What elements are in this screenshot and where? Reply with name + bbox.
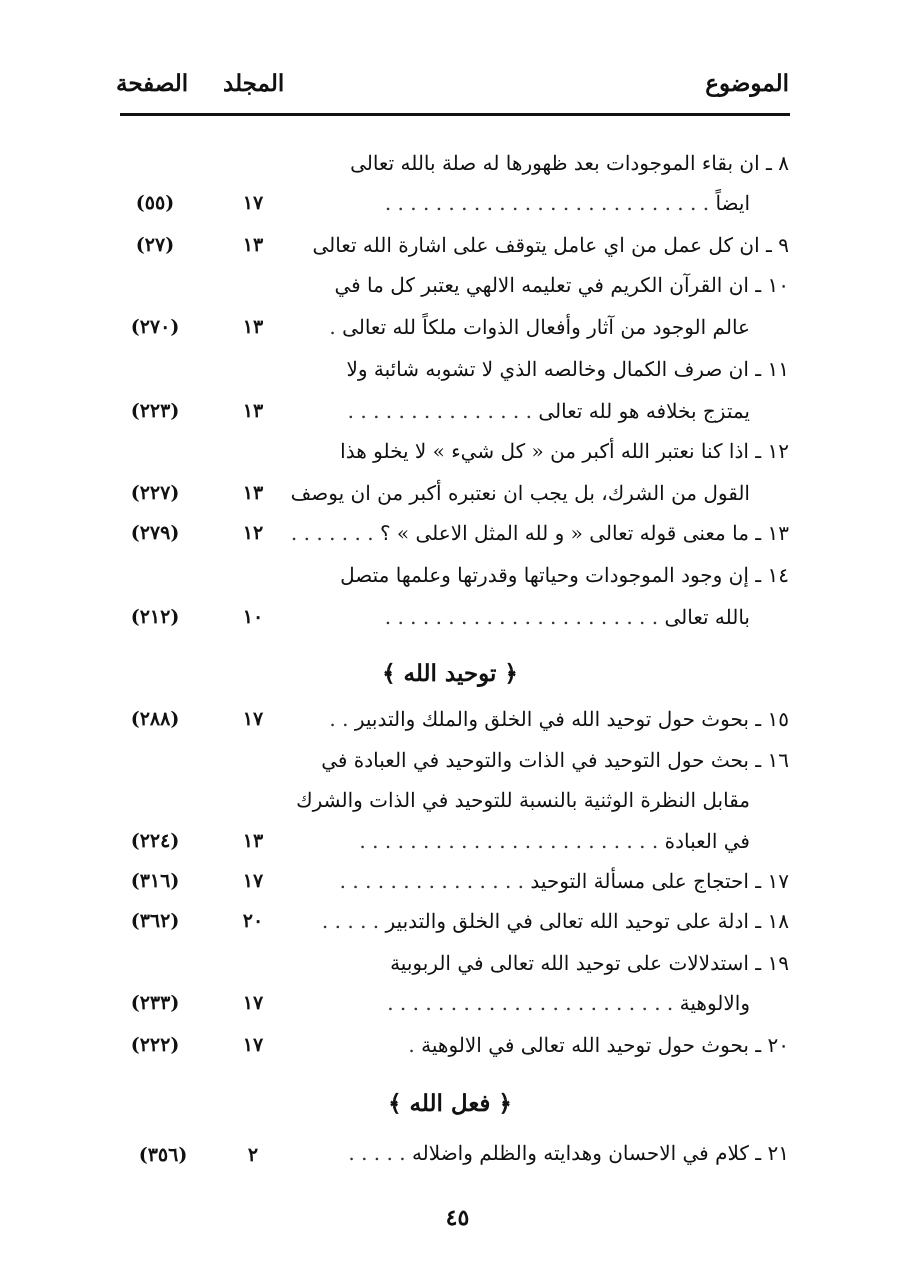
entry-9-line-1: ٩ ـ ان كل عمل من اي عامل يتوقف على اشارة الله تعالى xyxy=(312,233,789,257)
column-header-page: الصفحة xyxy=(116,70,189,97)
entry-10-page: (٢٧٠) xyxy=(130,316,180,338)
page-number: ٤٥ xyxy=(445,1205,470,1231)
entry-9-page: (٢٧) xyxy=(135,234,175,256)
entry-10-line-1: ١٠ ـ ان القرآن الكريم في تعليمه الالهي يعتبر كل ما في xyxy=(334,273,789,297)
entry-9-volume: ١٣ xyxy=(242,234,264,256)
entry-11-line-2: يمتزج بخلافه هو لله تعالى . . . . . . . . . . . . . . . xyxy=(347,399,750,423)
entry-20-line-1: ٢٠ ـ بحوث حول توحيد الله تعالى في الالوهية . xyxy=(408,1033,789,1057)
entry-8-line-1: ٨ ـ ان بقاء الموجودات بعد ظهورها له صلة بالله تعالى xyxy=(350,151,789,175)
entry-14-line-2: بالله تعالى . . . . . . . . . . . . . . . . . . . . . . xyxy=(384,605,750,629)
entry-13-page: (٢٧٩) xyxy=(130,522,180,544)
column-header-volume: المجلد xyxy=(223,70,285,97)
entry-14-volume: ١٠ xyxy=(242,606,264,628)
entry-11-volume: ١٣ xyxy=(242,400,264,422)
entry-16-line-3: في العبادة . . . . . . . . . . . . . . . . . . . . . . . . xyxy=(359,829,750,853)
entry-12-line-2: القول من الشرك، بل يجب ان نعتبره أكبر من ان يوصف xyxy=(290,481,750,505)
entry-13-line-1: ١٣ ـ ما معنى قوله تعالى « و لله المثل الاعلى » ؟ . . . . . . . xyxy=(290,521,789,545)
entry-8-line-2: ايضاً . . . . . . . . . . . . . . . . . . . . . . . . . . xyxy=(384,191,750,215)
entry-14-line-1: ١٤ ـ إن وجود الموجودات وحياتها وقدرتها وعلمها متصل xyxy=(340,563,789,587)
entry-15-volume: ١٧ xyxy=(242,708,264,730)
entry-20-page: (٢٢٢) xyxy=(130,1034,180,1056)
entry-16-volume: ١٣ xyxy=(242,830,264,852)
header-rule xyxy=(120,113,790,116)
entry-19-volume: ١٧ xyxy=(242,992,264,1014)
entry-8-volume: ١٧ xyxy=(242,192,264,214)
column-header-topic: الموضوع xyxy=(705,70,789,97)
entry-8-page: (٥٥) xyxy=(135,192,175,214)
entry-18-page: (٣٦٢) xyxy=(130,910,180,932)
entry-11-line-1: ١١ ـ ان صرف الكمال وخالصه الذي لا تشوبه شائبة ولا xyxy=(346,357,789,381)
entry-13-volume: ١٢ xyxy=(242,522,264,544)
entry-12-line-1: ١٢ ـ اذا كنا نعتبر الله أكبر من « كل شيء » لا يخلو هذا xyxy=(340,439,789,463)
entry-10-line-2: عالم الوجود من آثار وأفعال الذوات ملكاً لله تعالى . xyxy=(329,315,750,339)
entry-16-line-1: ١٦ ـ بحث حول التوحيد في الذات والتوحيد في العبادة في xyxy=(321,748,789,772)
entry-16-page: (٢٢٤) xyxy=(130,830,180,852)
entry-19-line-1: ١٩ ـ استدلالات على توحيد الله تعالى في الربوبية xyxy=(390,951,789,975)
entry-17-volume: ١٧ xyxy=(242,870,264,892)
entry-17-page: (٣١٦) xyxy=(130,870,180,892)
entry-21-page: (٣٥٦) xyxy=(138,1144,188,1166)
entry-14-page: (٢١٢) xyxy=(130,606,180,628)
entry-21-volume: ٢ xyxy=(247,1144,259,1166)
entry-18-volume: ٢٠ xyxy=(242,910,264,932)
entry-12-page: (٢٢٧) xyxy=(130,482,180,504)
section-heading-tawhid: ﴿ توحيد الله ﴾ xyxy=(382,660,518,687)
entry-16-line-2: مقابل النظرة الوثنية بالنسبة للتوحيد في الذات والشرك xyxy=(296,788,750,812)
entry-11-page: (٢٢٣) xyxy=(130,400,180,422)
section-heading-fil: ﴿ فعل الله ﴾ xyxy=(388,1090,512,1117)
entry-15-line-1: ١٥ ـ بحوث حول توحيد الله في الخلق والملك والتدبير . . xyxy=(329,707,789,731)
entry-17-line-1: ١٧ ـ احتجاج على مسألة التوحيد . . . . . . . . . . . . . . . xyxy=(339,869,789,893)
entry-20-volume: ١٧ xyxy=(242,1034,264,1056)
entry-15-page: (٢٨٨) xyxy=(130,708,180,730)
entry-19-line-2: والالوهية . . . . . . . . . . . . . . . . . . . . . . . xyxy=(387,991,750,1015)
entry-19-page: (٢٣٣) xyxy=(130,992,180,1014)
entry-21-line-1: ٢١ ـ كلام في الاحسان وهدايته والظلم واضلاله . . . . . xyxy=(348,1141,789,1165)
entry-10-volume: ١٣ xyxy=(242,316,264,338)
entry-12-volume: ١٣ xyxy=(242,482,264,504)
entry-18-line-1: ١٨ ـ ادلة على توحيد الله تعالى في الخلق والتدبير . . . . . xyxy=(321,909,789,933)
